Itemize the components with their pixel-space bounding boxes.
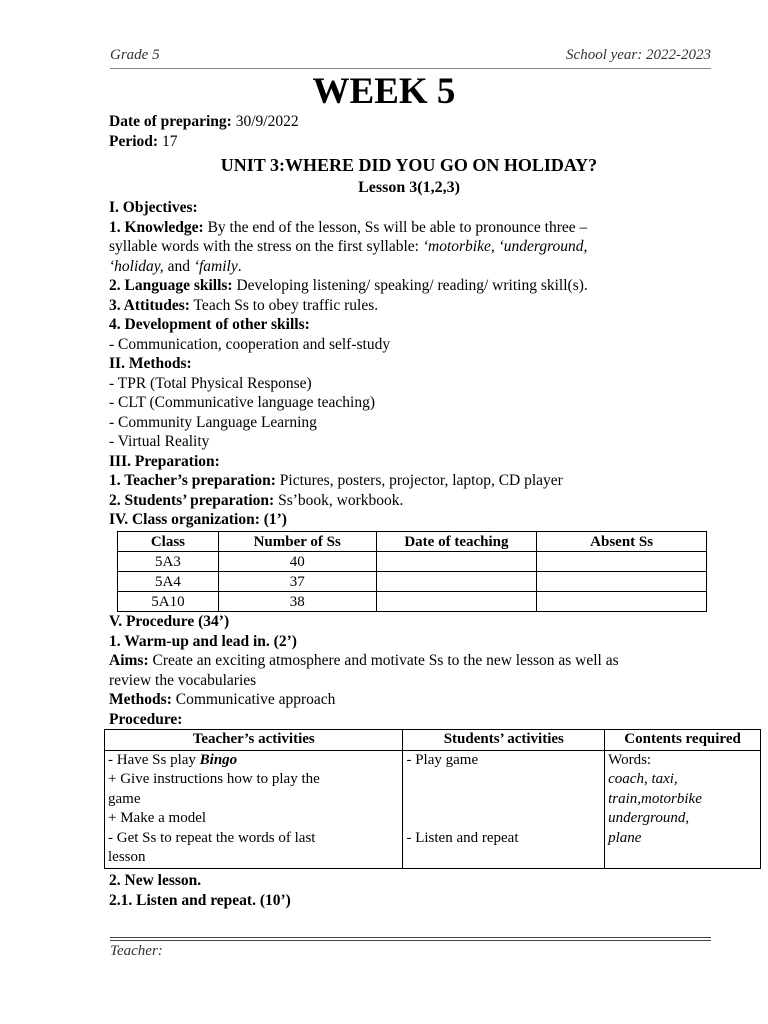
table-row	[105, 750, 761, 868]
school-year: School year: 2022-2023	[566, 47, 711, 63]
procedure-section	[109, 612, 709, 729]
procedure-label: Procedure:	[109, 710, 183, 728]
date-cell	[376, 592, 537, 612]
method-item: - Community Language Learning	[109, 413, 317, 431]
warmup-heading: 1. Warm-up and lead in. (2’)	[109, 632, 297, 650]
activity-line: - Play game	[406, 751, 479, 768]
activity-line: + Make a model	[108, 810, 207, 826]
number-cell: 40	[218, 552, 376, 572]
class-org-heading: IV. Class organization: (1’)	[109, 511, 287, 528]
contents-line: Words:	[608, 751, 652, 768]
contents-line: train,motorbike	[608, 790, 702, 807]
teacher-activities-cell	[105, 750, 403, 868]
activity-line: lesson	[108, 849, 146, 865]
class-table	[117, 531, 707, 612]
method-item: - Virtual Reality	[109, 433, 210, 450]
date-cell	[376, 552, 537, 572]
table-row	[118, 552, 707, 572]
students-prep-label: 2. Students’ preparation:	[109, 491, 275, 509]
activity-line: - Listen and repeat	[406, 829, 519, 846]
bingo-text: Bingo	[199, 751, 238, 768]
page-title: WEEK 5	[312, 71, 456, 112]
table-row	[118, 572, 707, 592]
class-cell: 5A4	[118, 572, 219, 592]
unit-title: UNIT 3:WHERE DID YOU GO ON HOLIDAY?	[220, 155, 598, 175]
lesson-title: Lesson 3(1,2,3)	[358, 179, 460, 196]
lesson-plan-body	[109, 112, 709, 530]
activity-line: game	[108, 790, 141, 807]
column-header-absent: Absent Ss	[537, 532, 707, 552]
activity-line: - Get Ss to repeat the words of last	[108, 829, 316, 846]
contents-cell	[605, 750, 761, 868]
activity-line: + Give instructions how to play the	[108, 771, 320, 787]
knowledge-words: ‘motorbike, ‘underground,	[422, 238, 588, 255]
knowledge-word-holiday: ‘holiday,	[109, 257, 164, 275]
column-header-students: Students’ activities	[403, 730, 605, 751]
column-header-class: Class	[118, 532, 219, 552]
contents-line: underground,	[608, 810, 690, 826]
method-item: - CLT (Communicative language teaching)	[109, 394, 376, 411]
contents-line: coach, taxi,	[608, 771, 678, 787]
listen-repeat-heading: 2.1. Listen and repeat. (10’)	[109, 891, 291, 909]
footer-divider	[110, 937, 711, 938]
methods-text: Communicative approach	[171, 691, 336, 708]
aims-text-2: review the vocabularies	[109, 671, 257, 689]
date-label: Date of preparing:	[109, 113, 232, 130]
teacher-prep-text: Pictures, posters, projector, laptop, CD player	[275, 472, 563, 489]
teacher-prep-label: 1. Teacher’s preparation:	[109, 472, 276, 489]
date-value: 30/9/2022	[231, 113, 299, 130]
absent-cell	[537, 552, 707, 572]
number-cell: 38	[218, 592, 376, 612]
column-header-contents: Contents required	[605, 730, 761, 751]
period-value: 17	[158, 132, 178, 150]
activities-table	[104, 729, 761, 869]
grade-label: Grade 5	[110, 47, 160, 63]
class-cell: 5A10	[118, 592, 219, 612]
development-text: - Communication, cooperation and self-study	[109, 335, 391, 353]
development-label: 4. Development of other skills:	[109, 316, 310, 333]
footer-divider	[110, 940, 711, 941]
knowledge-text: By the end of the lesson, Ss will be able to pronounce three –	[203, 218, 588, 236]
number-cell: 37	[218, 572, 376, 592]
preparation-heading: III. Preparation:	[109, 452, 220, 470]
knowledge-word-family: ‘family	[193, 257, 238, 275]
attitudes-text: Teach Ss to obey traffic rules.	[189, 296, 379, 314]
date-cell	[376, 572, 537, 592]
new-lesson-heading: 2. New lesson.	[109, 872, 202, 889]
page-header	[110, 44, 711, 69]
class-cell: 5A3	[118, 552, 219, 572]
methods-label: Methods:	[109, 691, 172, 708]
absent-cell	[537, 592, 707, 612]
knowledge-end: .	[237, 257, 242, 275]
contents-line: plane	[608, 829, 642, 846]
footer-teacher: Teacher:	[110, 943, 163, 959]
column-header-number: Number of Ss	[218, 532, 376, 552]
objectives-heading: I. Objectives:	[109, 199, 198, 216]
methods-heading: II. Methods:	[109, 355, 192, 372]
language-label: 2. Language skills:	[109, 277, 233, 294]
period-label: Period:	[109, 132, 159, 150]
procedure-heading: V. Procedure (34’)	[109, 613, 230, 630]
students-prep-text: Ss’book, workbook.	[274, 491, 404, 509]
aims-text: Create an exciting atmosphere and motivate Ss to the new lesson as well as	[148, 652, 619, 669]
column-header-date: Date of teaching	[376, 532, 537, 552]
column-header-teacher: Teacher’s activities	[105, 730, 403, 751]
knowledge-text-2: syllable words with the stress on the first syllable:	[109, 238, 423, 255]
knowledge-and: and	[163, 257, 194, 275]
method-item: - TPR (Total Physical Response)	[109, 374, 312, 392]
activity-line: - Have Ss play	[108, 751, 200, 768]
aims-label: Aims:	[109, 652, 149, 669]
language-text: Developing listening/ speaking/ reading/ writing skill(s).	[232, 277, 588, 294]
students-activities-cell	[403, 750, 605, 868]
new-lesson-section	[109, 871, 291, 910]
table-row	[118, 592, 707, 612]
attitudes-label: 3. Attitudes:	[109, 296, 190, 314]
absent-cell	[537, 572, 707, 592]
knowledge-label: 1. Knowledge:	[109, 218, 204, 236]
